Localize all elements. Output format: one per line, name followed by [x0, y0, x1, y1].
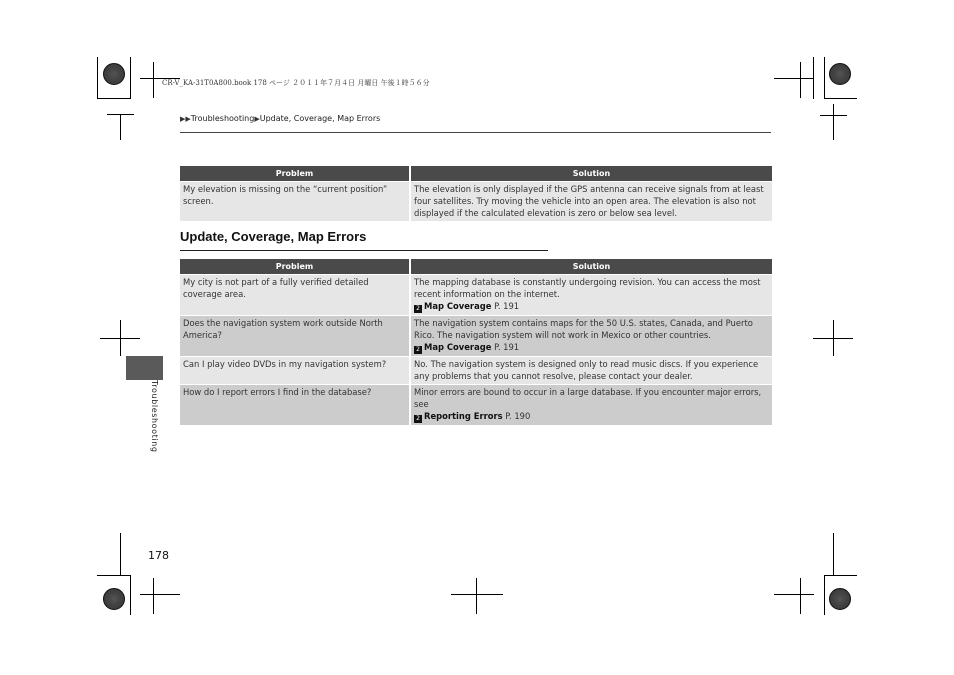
solution-cell: No. The navigation system is designed only to read music discs. If you experience any problems that you cannot resolve, please contact your dealer.: [411, 356, 772, 384]
troubleshooting-table-elevation: [180, 166, 772, 221]
section-heading: Update, Coverage, Map Errors: [180, 229, 367, 244]
section-heading-rule: [180, 250, 548, 251]
solution-text: The navigation system contains maps for the 50 U.S. states, Canada, and Puerto Rico. The navigation system will not work in Mexico or other countries.: [414, 318, 753, 340]
breadcrumb-page: Update, Coverage, Map Errors: [259, 114, 381, 123]
solution-text: Minor errors are bound to occur in a large database. If you encounter major errors, see: [414, 387, 762, 409]
reference-title[interactable]: Map Coverage: [424, 301, 492, 311]
reference-title[interactable]: Map Coverage: [424, 342, 492, 352]
page-number: 178: [148, 549, 169, 562]
problem-cell: Can I play video DVDs in my navigation system?: [180, 356, 411, 384]
registration-disc-icon: [829, 63, 851, 85]
registration-disc-icon: [103, 63, 125, 85]
reference-arrow-icon: 2: [414, 346, 422, 354]
registration-disc-icon: [103, 588, 125, 610]
table-row: [180, 274, 772, 315]
problem-cell: How do I report errors I find in the database?: [180, 384, 411, 425]
solution-cell: The elevation is only displayed if the GPS antenna can receive signals from at least four satellites. Try moving the vehicle into an open area. The elevation is also not displayed if the calculated elevation is zero or below sea level.: [411, 181, 772, 221]
cross-reference-link[interactable]: [414, 410, 769, 423]
book-header: CR-V_KA-31T0A800.book 178 ページ ２０１１年７月４日 月曜日 午後１時５６分: [162, 79, 430, 87]
problem-cell: Does the navigation system work outside North America?: [180, 315, 411, 356]
column-header-solution: Solution: [411, 166, 772, 181]
reference-arrow-icon: 2: [414, 305, 422, 313]
column-header-solution: Solution: [411, 259, 772, 274]
reference-arrow-icon: 2: [414, 415, 422, 423]
problem-cell: My elevation is missing on the “current position” screen.: [180, 181, 411, 221]
troubleshooting-table-map-errors: [180, 259, 772, 425]
solution-cell: [411, 274, 772, 315]
table-row: [180, 384, 772, 425]
solution-text: The mapping database is constantly undergoing revision. You can access the most recent information on the internet.: [414, 277, 761, 299]
side-tab: [126, 356, 163, 380]
solution-cell: [411, 315, 772, 356]
solution-cell: [411, 384, 772, 425]
reference-title[interactable]: Reporting Errors: [424, 411, 503, 421]
breadcrumb: [180, 114, 380, 123]
column-header-problem: Problem: [180, 259, 411, 274]
header-divider: [180, 132, 771, 133]
reference-page[interactable]: P. 191: [494, 301, 520, 311]
column-header-problem: Problem: [180, 166, 411, 181]
reference-page[interactable]: P. 190: [505, 411, 531, 421]
side-section-label: Troubleshooting: [150, 380, 159, 453]
cross-reference-link[interactable]: [414, 341, 769, 354]
breadcrumb-arrows-icon: ▶▶: [180, 115, 191, 123]
registration-disc-icon: [829, 588, 851, 610]
reference-page[interactable]: P. 191: [494, 342, 520, 352]
breadcrumb-section[interactable]: Troubleshooting: [190, 114, 255, 123]
cross-reference-link[interactable]: [414, 300, 769, 313]
breadcrumb-separator-icon: ▶: [254, 115, 260, 123]
table-row: [180, 356, 772, 384]
problem-cell: My city is not part of a fully verified detailed coverage area.: [180, 274, 411, 315]
table-row: [180, 315, 772, 356]
table-row: [180, 181, 772, 221]
